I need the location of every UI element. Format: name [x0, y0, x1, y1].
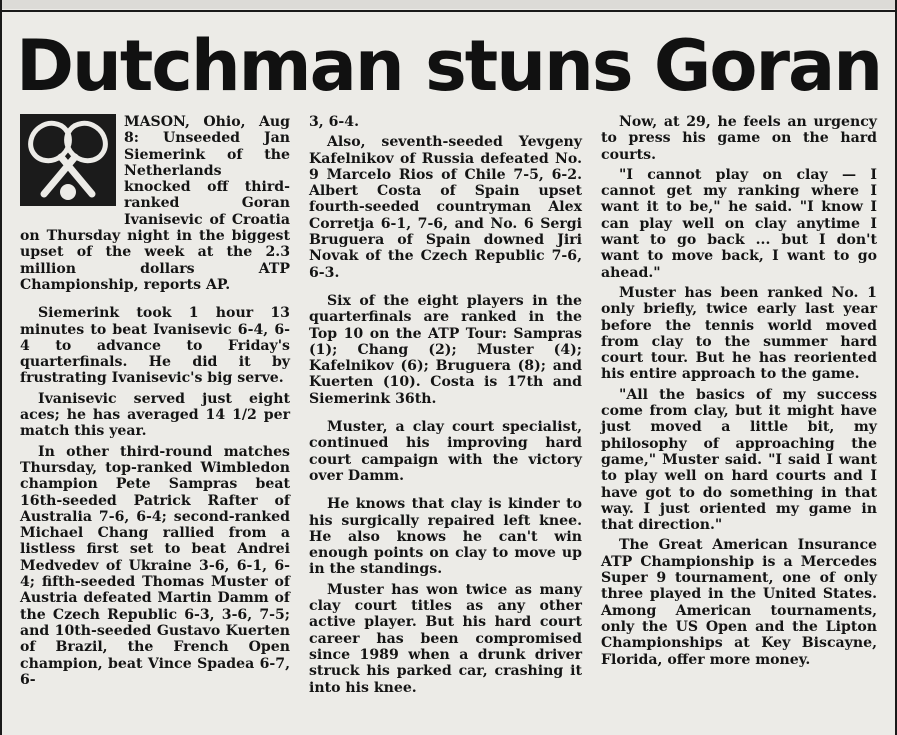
paragraph: He knows that clay is kinder to his surgically repaired left knee. He also knows he can't win enough points on clay to move up in the standings.	[309, 496, 582, 578]
lead-paragraph: Unseeded Jan Siemerink of the Netherlands knocked off third-ranked Goran Ivanisevic of Croatia on Thursday night in the biggest upset of the week at the 2.3 million dollars ATP Championship, reports AP.	[20, 130, 290, 293]
paragraph: Muster has won twice as many clay court titles as any other active player. But his hard court career has been compromised since 1989 when a drunk driver struck his parked car, crashing it into his knee.	[309, 581, 582, 696]
column-1	[20, 114, 290, 692]
headline: Dutchman stuns Goran	[15, 25, 882, 107]
paragraph: Six of the eight players in the quarterfinals are ranked in the Top 10 on the ATP Tour: Sampras (1); Chang (2); Muster (4); Kafelnikov (6); Bruguera (8); and Kuerten (10). Costa is 17th and Siemerink 36th.	[309, 292, 582, 407]
paragraph: Also, seventh-seeded Yevgeny Kafelnikov of Russia defeated No. 9 Marcelo Rios of Chile 7-5, 6-2. Albert Costa of Spain upset fourth-seeded countryman Alex Corretja 6-1, 7-6, and No. 6 Sergi Bruguera of Spain downed Jiri Novak of the Czech Republic 7-6, 6-3.	[309, 134, 582, 281]
paragraph: In other third-round matches Thursday, top-ranked Wimbledon champion Pete Sampras beat 16th-seeded Patrick Rafter of Australia 7-6, 6-4; second-ranked Michael Chang rallied from a listless first set to beat Andrei Medvedev of Ukraine 3-6, 6-1, 6-4; fifth-seeded Thomas Muster of Austria defeated Martin Damm of the Czech Republic 6-3, 3-6, 7-5; and 10th-seeded Gustavo Kuerten of Brazil, the French Open champion, beat Vince Spadea 6-7, 6-	[20, 443, 290, 688]
paragraph: "All the basics of my success come from clay, but it might have just moved a little bit, my philosophy of approaching the game," Muster said. "I said I want to play well on hard courts and I have got to do something in that way. I just oriented my game in that direction."	[601, 386, 877, 534]
paragraph: Siemerink took 1 hour 13 minutes to beat Ivanisevic 6-4, 6-4 to advance to Friday's quarterfinals. He did it by frustrating Ivanisevic's big serve.	[20, 305, 290, 387]
paragraph: Muster has been ranked No. 1 only briefly, twice early last year before the tennis world moved from clay to the summer hard court tour. But he has reoriented his entire approach to the game.	[601, 284, 877, 383]
paragraph: Ivanisevic served just eight aces; he has averaged 14 1/2 per match this year.	[20, 390, 290, 440]
paragraph: Now, at 29, he feels an urgency to press his game on the hard courts.	[601, 114, 877, 163]
crossed-tennis-rackets-icon	[20, 114, 116, 206]
paragraph: Muster, a clay court specialist, continued his improving hard court campaign with the victory over Damm.	[309, 419, 582, 484]
paragraph: The Great American Insurance ATP Championship is a Mercedes Super 9 tournament, one of only three played in the United States. Among American tournaments, only the US Open and the Lipton Championships at Key Biscayne, Florida, offer more money.	[601, 537, 877, 668]
paragraph: "I cannot play on clay — I cannot get my ranking where I want it to be," he said. "I know I can play well on clay anytime I want to go back ... but I don't want to move back, I want to go ahead."	[601, 166, 877, 281]
column-2	[309, 114, 582, 700]
top-rule	[2, 10, 895, 12]
top-edge-scrap	[2, 0, 895, 9]
paragraph: 3, 6-4.	[309, 114, 359, 130]
dateline: MASON, Ohio, Aug 8:	[124, 114, 290, 147]
column-3	[601, 114, 877, 672]
